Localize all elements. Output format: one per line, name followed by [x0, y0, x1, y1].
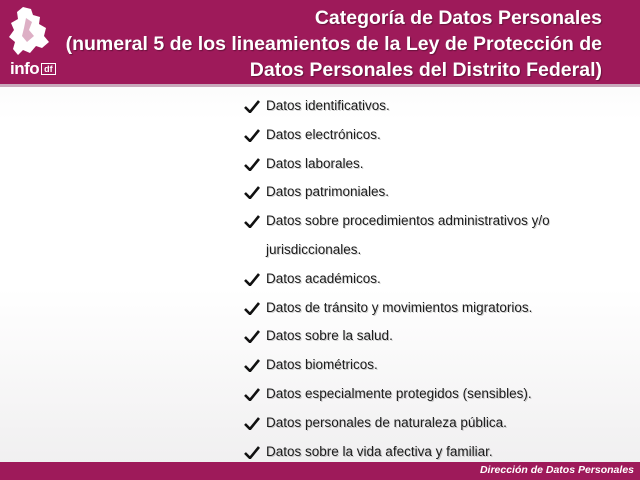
checkmark-icon — [244, 330, 260, 343]
checkmark-icon — [244, 186, 260, 199]
checkmark-icon — [244, 417, 260, 430]
list-item: Datos de tránsito y movimientos migratorios. — [244, 294, 634, 323]
checkmark-icon — [244, 100, 260, 113]
checkmark-icon — [244, 273, 260, 286]
footer-label: Dirección de Datos Personales — [479, 464, 634, 476]
data-categories-list — [244, 92, 634, 466]
list-item: Datos académicos. — [244, 265, 634, 294]
title-line-1: Categoría de Datos Personales — [314, 7, 602, 29]
info-df-logo — [6, 6, 66, 80]
logo-wordmark: info df — [10, 59, 56, 79]
list-item: Datos personales de naturaleza pública. — [244, 409, 634, 438]
list-item: Datos patrimoniales. — [244, 178, 634, 207]
page-title — [62, 5, 602, 83]
list-item: Datos identificativos. — [244, 92, 634, 121]
checkmark-icon — [244, 388, 260, 401]
list-item: Datos sobre la vida afectiva y familiar. — [244, 438, 634, 467]
list-item-continuation: jurisdiccionales. — [266, 241, 362, 257]
list-item: Datos especialmente protegidos (sensibles). — [244, 380, 634, 409]
list-item: Datos laborales. — [244, 150, 634, 179]
checkmark-icon — [244, 446, 260, 459]
list-item: Datos electrónicos. — [244, 121, 634, 150]
footer-bar — [0, 462, 640, 480]
title-line-3: Datos Personales del Distrito Federal) — [249, 59, 602, 81]
header-bar — [0, 0, 640, 87]
list-item: Datos sobre la salud. — [244, 322, 634, 351]
checkmark-icon — [244, 302, 260, 315]
list-item: Datos sobre procedimientos administrativos y/o — [244, 207, 634, 236]
checkmark-icon — [244, 158, 260, 171]
checkmark-icon — [244, 129, 260, 142]
checkmark-icon — [244, 215, 260, 228]
list-item: Datos biométricos. — [244, 351, 634, 380]
city-map-icon — [6, 6, 52, 58]
checkmark-icon — [244, 359, 260, 372]
title-line-2: (numeral 5 de los lineamientos de la Ley de Protección de — [65, 33, 602, 55]
